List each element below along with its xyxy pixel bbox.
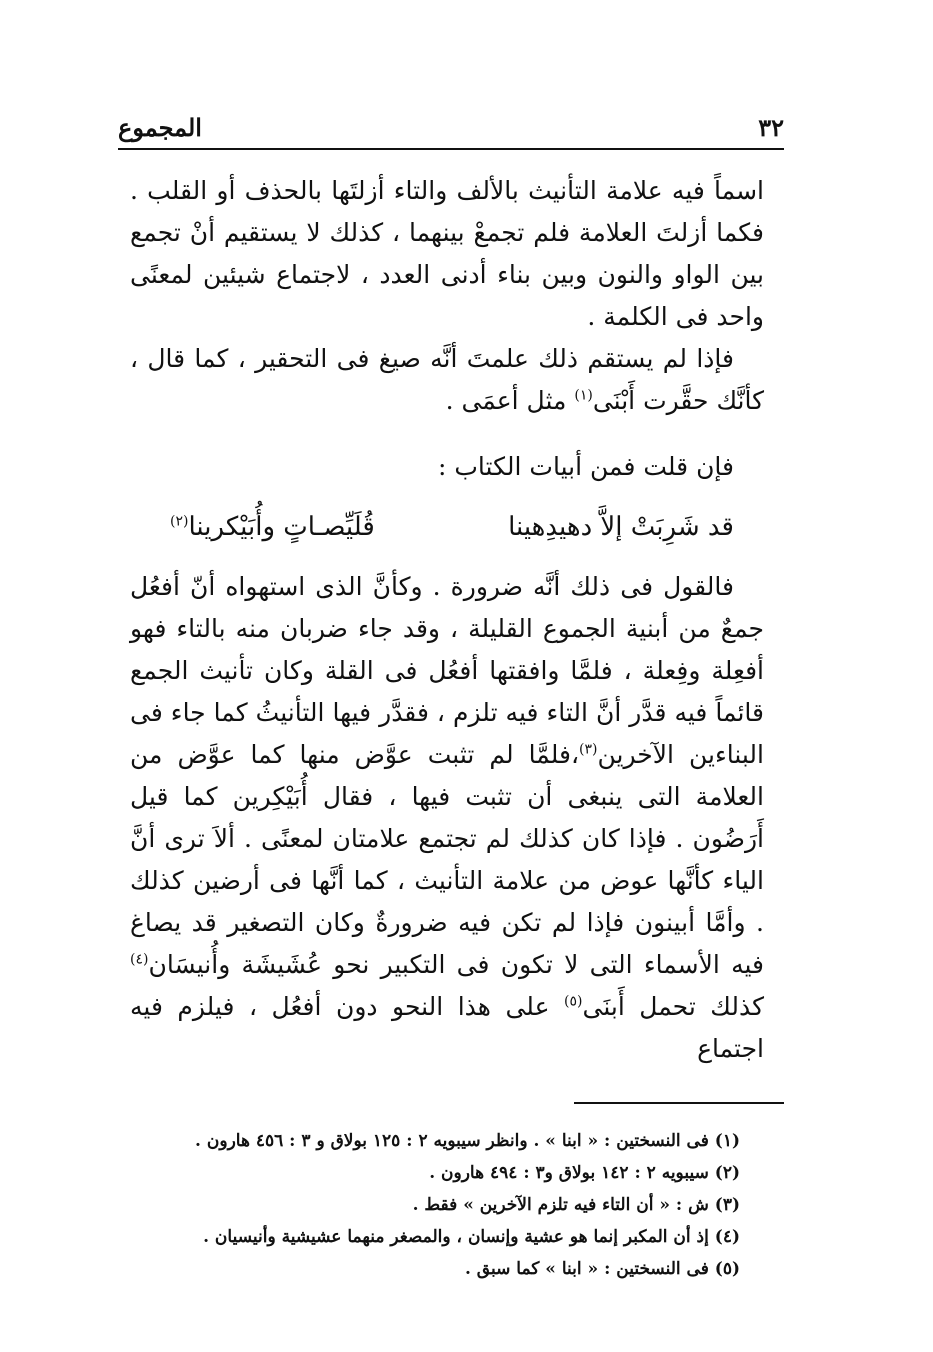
footnote-5: (٥) فى النسختين : « ابنا » كما سبق . <box>464 1259 740 1279</box>
main-text <box>130 170 764 1070</box>
footnote-ref-4: (٤) <box>130 951 149 968</box>
footnotes <box>150 1125 740 1285</box>
footnote-divider <box>574 1102 784 1104</box>
paragraph-3: فإن قلت فمن أبيات الكتاب : <box>438 452 734 481</box>
footnote-2: (٢) سيبويه ٢ : ١٤٢ بولاق و٣ : ٤٩٤ هارون . <box>429 1163 740 1183</box>
footnote-ref-1: (١) <box>574 387 593 404</box>
verse-second-hemistich-wrap <box>170 506 375 548</box>
running-head <box>118 108 784 150</box>
footnote-4: (٤) إذ أن المكبر إنما هو عشية وإنسان ، والمصغر منهما عشيشية وأنيسيان . <box>203 1227 740 1247</box>
footnote-ref-5: (٥) <box>564 993 583 1010</box>
paragraph-4-part-d: على هذا النحو دون أفعُل ، فيلزم فيه اجتماع <box>130 992 764 1063</box>
verse-line <box>170 506 734 548</box>
footnote-3: (٣) ش : « أن التاء فيه تلزم الآخرين » فقط . <box>412 1195 740 1215</box>
paragraph-2-text: فإذا لم يستقم ذلك علمتَ أنَّه صيغ فى التحقير ، كما قال ، كأنَّك حقَّرت أَبْنَى <box>130 344 764 415</box>
paragraph-4-part-c: كذلك تحمل أَبنَى <box>582 992 765 1021</box>
paragraph-1: اسماً فيه علامة التأنيث بالألف والتاء أزلتَها بالحذف أو القلب . فكما أزلتَ العلامة فلم تجمعْ بينهما ، كذلك لا يستقيم أنْ تجمع بين الواو والنون وبين بناء أدنى العدد ، لاجتماع شيئين لمعنًى واحد فى الكلمة . <box>130 176 764 331</box>
paragraph-4 <box>130 566 764 1070</box>
page-number: ٣٢ <box>758 113 784 142</box>
paragraph-2-tail: مثل أعمَى . <box>445 386 575 415</box>
verse-first-hemistich: قد شَرِبَتْ إلاَّ دهيدِهينا <box>508 512 734 542</box>
paragraph-4-part-b: ،فلمَّا لم تثبت عوَّض منها كما عوَّض من العلامة التى ينبغى أن تثبت فيها ، فقال أُبَيْكِرين كما قيل أَرَضُون . فإذا كان كذلك لم تجتمع علامتان لمعنًى . ألاَ ترى أنَّ الياء كأنَّها عوض من علامة التأنيث ، كما أنَّها فى أرضين كذلك . وأمَّا أبينون فإذا لم تكن فيه ضرورةٌ وكان التصغير قد يصاغ فيه الأسماء التى لا تكون فى التكبير نحو عُشَيشَة وأُنيسَان <box>130 740 764 979</box>
paragraph-2 <box>130 338 764 422</box>
footnote-ref-2: (٢) <box>170 513 189 530</box>
paragraph-4-part-a: فالقول فى ذلك أنَّه ضرورة . وكأنَّ الذى استهواه أنّ أفعُل جمعٌ من أبنية الجموع القليلة ، وقد جاء ضربان منه بالتاء فهو أفعِلة وفِعلة ، فلمَّا وافقتها أفعُل فى القلة وكان تأنيث الجمع قائماً فيه قدَّر أنَّ التاء فيه تلزم ، فقدَّر فيها التأنيثُ كما جاء فى البناءين الآخرين <box>130 572 764 769</box>
footnote-ref-3: (٣) <box>579 741 598 758</box>
verse-second-hemistich: قُلَيِّصـاتٍ وأُبَيْكرينا <box>188 512 375 542</box>
book-title: المجموع <box>118 113 202 142</box>
footnote-1: (١) فى النسختين : « ابنا » . وانظر سيبويه ٢ : ١٢٥ بولاق و ٣ : ٤٥٦ هارون . <box>195 1131 740 1151</box>
